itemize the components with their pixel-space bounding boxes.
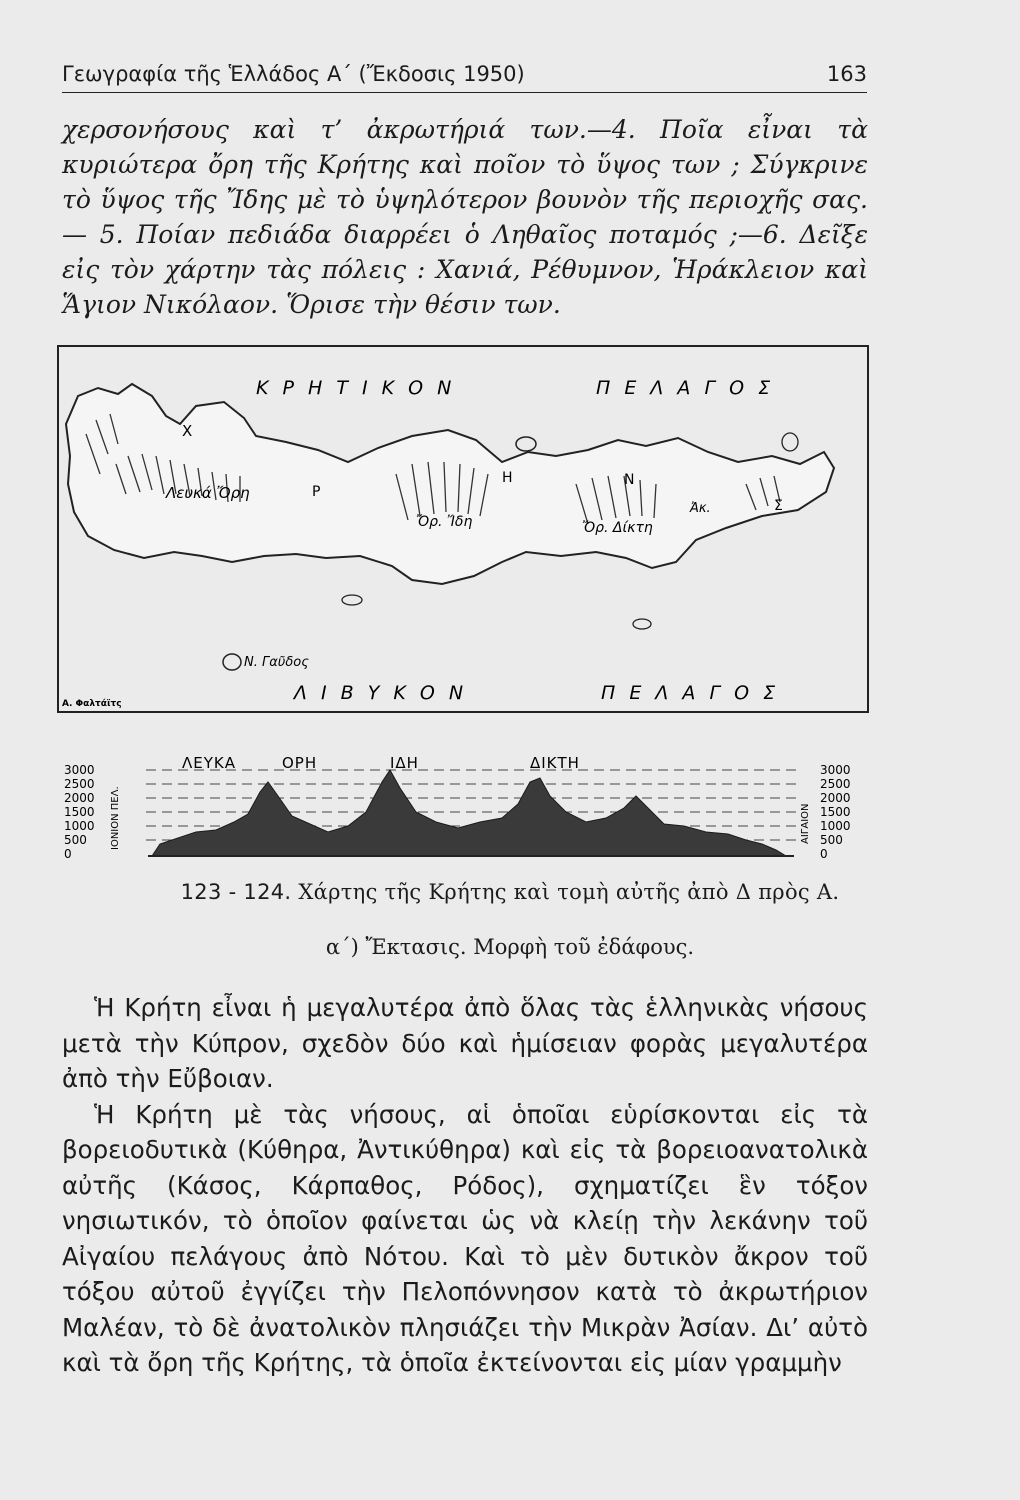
left-tick-500: 500 (64, 833, 87, 847)
elevation-profile-svg (56, 752, 871, 872)
right-tick-1000: 1000 (820, 819, 851, 833)
map-sea-north-2: Π Ε Λ Α Γ Ο Σ (596, 377, 775, 399)
profile-labels (182, 754, 580, 772)
island-south-2 (633, 619, 651, 629)
left-tick-1000: 1000 (64, 819, 95, 833)
paragraph-1: Ἡ Κρήτη εἶναι ἡ μεγαλυτέρα ἀπὸ ὅλας τὰς ἑλληνικὰς νήσους μετὰ τὴν Κύπρον, σχεδὸν δύο καὶ ἡμίσειαν φορὰς μεγαλυτέρα ἀπὸ τὴν Εὔβοιαν. (62, 993, 868, 1093)
page-number: 163 (826, 62, 867, 86)
section-heading: α΄) Ἔκτασις. Μορφὴ τοῦ ἐδάφους. (325, 935, 695, 959)
profile-label-lefka: ΛΕΥΚΑ (182, 754, 236, 772)
map-label-city-n: Ν (624, 472, 635, 488)
profile-left-ticks (64, 763, 95, 861)
right-tick-3000: 3000 (820, 763, 851, 777)
island-north-dia (516, 437, 536, 451)
map-label-city-s: Σ (774, 498, 783, 514)
map-label-city-x: Χ (182, 422, 193, 440)
profile-label-dikti: ΔΙΚΤΗ (530, 754, 580, 772)
figure-caption (0, 880, 1020, 904)
island-south-1 (342, 595, 362, 605)
right-tick-2500: 2500 (820, 777, 851, 791)
map-label-gavdos: Ν. Γαῦδος (244, 655, 309, 670)
left-tick-1500: 1500 (64, 805, 95, 819)
left-tick-0: 0 (64, 847, 72, 861)
left-tick-2500: 2500 (64, 777, 95, 791)
body-text (62, 990, 868, 1381)
crete-map-svg (56, 344, 871, 716)
running-header (62, 58, 867, 93)
right-tick-2000: 2000 (820, 791, 851, 805)
profile-label-ori: ΟΡΗ (282, 754, 318, 772)
island-east (782, 433, 798, 451)
left-tick-2000: 2000 (64, 791, 95, 805)
profile-terrain (152, 770, 786, 856)
map-label-ida: Ὄρ. Ἴδη (416, 514, 473, 530)
profile-right-axis-title: ΑΙΓΑΙΟΝ (800, 803, 811, 844)
left-tick-3000: 3000 (64, 763, 95, 777)
paragraph-2: Ἡ Κρήτη μὲ τὰς νήσους, αἱ ὁποῖαι εὑρίσκονται εἰς τὰ βορειοδυτικὰ (Κύθηρα, Ἀντικύθηρα) καὶ εἰς τὰ βορειοανατολικὰ αὐτῆς (Κάσος, Κάρπαθος, Ρόδος), σχηματίζει ἓν τόξον νησιωτικόν, τὸ ὁποῖον φαίνεται ὡς νὰ κλείῃ τὴν λεκάνην τοῦ Αἰγαίου πελάγους ἀπὸ Νότου. Καὶ τὸ μὲν δυτικὸν ἄκρον τοῦ τόξου αὐτοῦ ἐγγίζει τὴν Πελοπόννησον κατὰ τὸ ἀκρωτήριον Μαλέαν, τὸ δὲ ἀνατολικὸν πλησιάζει τὴν Μικρὰν Ἀσίαν. Δι’ αὐτὸ καὶ τὰ ὄρη τῆς Κρήτης, τὰ ὁποῖα ἐκτείνονται εἰς μίαν γραμμὴν (62, 1099, 868, 1377)
map-sea-north-1: Κ Ρ Η Τ Ι Κ Ο Ν (256, 377, 456, 399)
map-sea-south-1: Λ Ι Β Υ Κ Ο Ν (294, 682, 468, 704)
figure-number: 123 - 124. (180, 880, 292, 904)
profile-left-axis-title: ΙΟΝΙΟΝ ΠΕΛ. (110, 786, 121, 850)
exercise-questions: χερσονήσους καὶ τ’ ἀκρωτήριά των.—4. Ποῖα εἶναι τὰ κυριώτερα ὄρη τῆς Κρήτης καὶ ποῖον τὸ ὕψος των ; Σύγκρινε τὸ ὕψος τῆς Ἴδης μὲ τὸ ὑψηλότερον βουνὸν τῆς περιοχῆς σας.— 5. Ποίαν πεδιάδα διαρρέει ὁ Ληθαῖος ποταμός ;—6. Δεῖξε εἰς τὸν χάρτην τὰς πόλεις : Χανιά, Ρέθυμνον, Ἡράκλειον καὶ Ἅγιον Νικόλαον. Ὅρισε τὴν θέσιν των. (62, 115, 868, 319)
map-label-dikti: Ὄρ. Δίκτη (582, 520, 653, 536)
island-gavdos (223, 654, 241, 670)
map-label-city-h: Η (502, 470, 513, 486)
profile-label-idi: ΙΔΗ (390, 754, 419, 772)
map-label-city-r: Ρ (312, 484, 321, 500)
right-tick-0: 0 (820, 847, 828, 861)
running-title: Γεωγραφία τῆς Ἑλλάδος Α΄ (Ἔκδοσις 1950) (62, 62, 525, 86)
map-label-cape: Ἀκ. (690, 501, 711, 516)
crete-map (56, 344, 871, 716)
right-tick-1500: 1500 (820, 805, 851, 819)
right-tick-500: 500 (820, 833, 843, 847)
figure-caption-text: Χάρτης τῆς Κρήτης καὶ τομὴ αὐτῆς ἀπὸ Δ πρὸς Α. (298, 880, 840, 904)
map-label-west-mountains: Λευκά Ὄρη (166, 484, 250, 502)
profile-right-ticks (820, 763, 851, 861)
map-credit: Α. Φαλτάϊτς (62, 699, 122, 709)
elevation-profile (56, 752, 871, 872)
map-sea-south-2: Π Ε Λ Α Γ Ο Σ (601, 682, 780, 704)
